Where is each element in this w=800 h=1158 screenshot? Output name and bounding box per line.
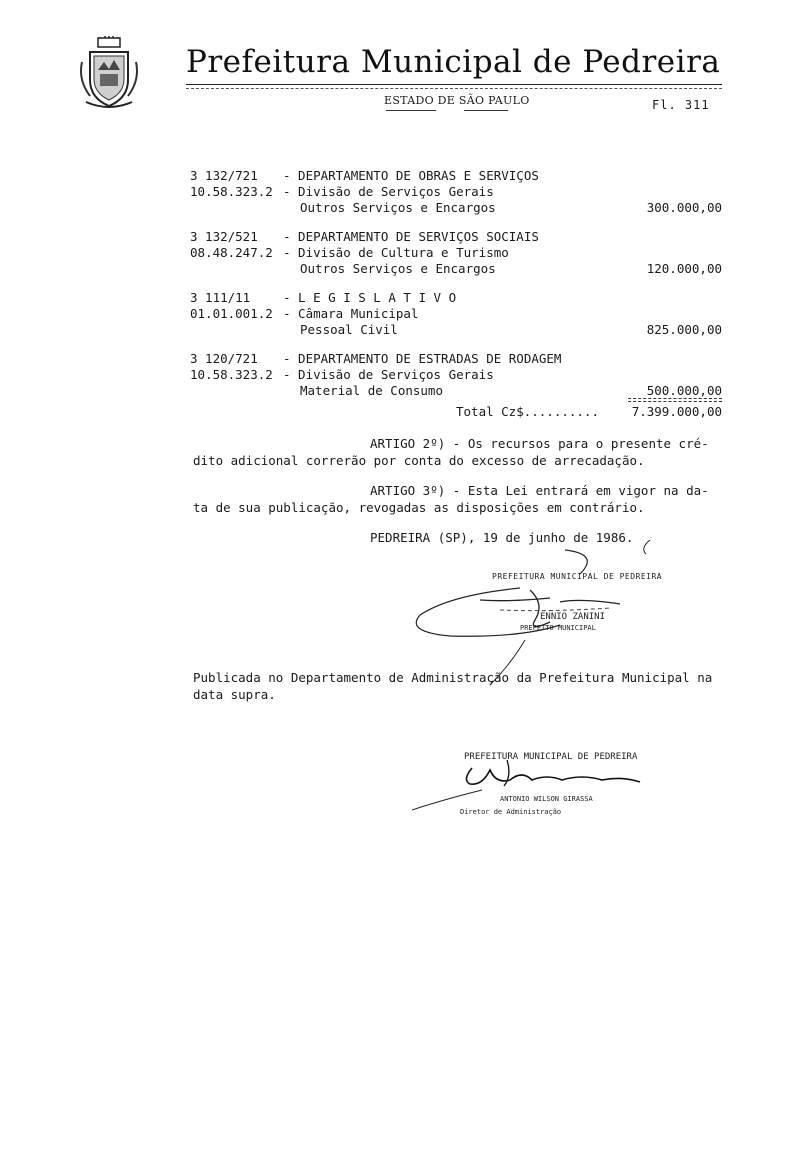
- article-2-line2: dito adicional correrão por conta do excesso de arrecadação.: [193, 453, 645, 468]
- entry-amount: 825.000,00: [646, 322, 722, 337]
- entry-amount: 120.000,00: [646, 261, 722, 276]
- total-underline: [628, 398, 722, 399]
- entry-code: 10.58.323.2: [190, 184, 273, 199]
- subtitle-underline: [464, 110, 508, 111]
- publication-line2: data supra.: [193, 687, 276, 702]
- article-2-line1: ARTIGO 2º) - Os recursos para o presente cré-: [370, 436, 709, 451]
- entry-department: - DEPARTAMENTO DE SERVIÇOS SOCIAIS: [283, 229, 539, 244]
- mayor-stamp: PREFEITURA MUNICIPAL DE PEDREIRA: [492, 572, 663, 581]
- coat-of-arms-icon: [78, 36, 140, 112]
- header-rule: [186, 84, 722, 85]
- mayor-role: PREFEITO MUNICIPAL: [520, 624, 596, 632]
- entry-code: 10.58.323.2: [190, 367, 273, 382]
- entry-division: - Divisão de Serviços Gerais: [283, 184, 494, 199]
- article-3-line2: ta de sua publicação, revogadas as disposições em contrário.: [193, 500, 645, 515]
- entry-division: - Câmara Municipal: [283, 306, 419, 321]
- municipality-title: Prefeitura Municipal de Pedreira: [186, 44, 721, 80]
- director-name: ANTONIO WILSON GIRASSA: [500, 795, 593, 803]
- total-amount: 7.399.000,00: [631, 404, 722, 419]
- entry-division: - Divisão de Cultura e Turismo: [283, 245, 509, 260]
- entry-item: Material de Consumo: [300, 383, 443, 398]
- publication-line1: Publicada no Departamento de Administração da Prefeitura Municipal na: [193, 670, 713, 685]
- entry-amount: 300.000,00: [646, 200, 722, 215]
- article-3-line1: ARTIGO 3º) - Esta Lei entrará em vigor na da-: [370, 483, 709, 498]
- entry-amount: 500.000,00: [646, 383, 722, 398]
- entry-code: 08.48.247.2: [190, 245, 273, 260]
- total-label: Total Cz$..........: [456, 404, 599, 419]
- mayor-signature-icon: [410, 540, 663, 690]
- entry-code: 3 120/721: [190, 351, 258, 366]
- state-subtitle: ESTADO DE SÃO PAULO: [384, 94, 530, 107]
- entry-division: - Divisão de Serviços Gerais: [283, 367, 494, 382]
- entry-code: 3 132/521: [190, 229, 258, 244]
- entry-department: - DEPARTAMENTO DE ESTRADAS DE RODAGEM: [283, 351, 562, 366]
- entry-code: 01.01.001.2: [190, 306, 273, 321]
- director-role: Diretor de Administração: [460, 808, 562, 816]
- entry-item: Pessoal Civil: [300, 322, 398, 337]
- director-stamp: PREFEITURA MUNICIPAL DE PEDREIRA: [464, 752, 638, 762]
- entry-item: Outros Serviços e Encargos: [300, 261, 496, 276]
- entry-code: 3 111/11: [190, 290, 251, 305]
- mayor-name: ENNIO ZANINI: [540, 612, 606, 622]
- entry-code: 3 132/721: [190, 168, 258, 183]
- total-underline: [628, 401, 722, 402]
- entry-department: - L E G I S L A T I V O: [283, 290, 457, 305]
- header-rule-dashed: [186, 88, 722, 89]
- date-line: PEDREIRA (SP), 19 de junho de 1986.: [370, 530, 634, 545]
- entry-item: Outros Serviços e Encargos: [300, 200, 496, 215]
- subtitle-underline: [386, 110, 436, 111]
- entry-department: - DEPARTAMENTO DE OBRAS E SERVIÇOS: [283, 168, 539, 183]
- page-reference: Fl. 311: [652, 98, 710, 112]
